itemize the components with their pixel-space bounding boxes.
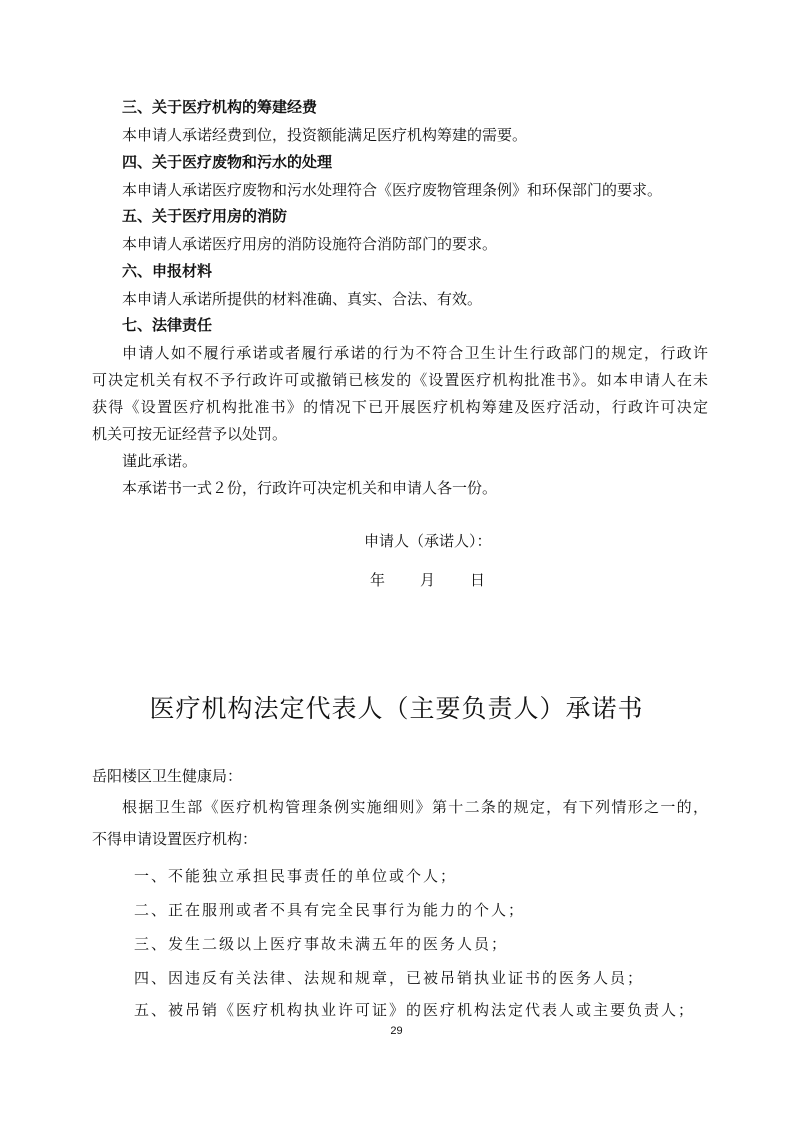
section-body-funding: 本申请人承诺经费到位，投资额能满足医疗机构筹建的需要。 bbox=[122, 126, 528, 144]
legal-paragraph-line-4: 机关可按无证经营予以处罚。 bbox=[92, 425, 288, 443]
document-title: 医疗机构法定代表人（主要负责人）承诺书 bbox=[149, 694, 644, 723]
section-heading-funding: 三、关于医疗机构的筹建经费 bbox=[122, 98, 318, 116]
page-number: 29 bbox=[390, 1025, 403, 1037]
date-year: 年 bbox=[370, 571, 386, 589]
section-heading-materials: 六、申报材料 bbox=[122, 262, 213, 280]
legal-paragraph-line-3: 获得《设置医疗机构批准书》的情况下已开展医疗机构筹建及医疗活动，行政许可决定 bbox=[92, 398, 708, 416]
closing-text: 谨此承诺。 bbox=[122, 452, 198, 470]
list-item: 一、不能独立承担民事责任的单位或个人； bbox=[134, 867, 458, 885]
section-heading-fire: 五、关于医疗用房的消防 bbox=[122, 207, 288, 225]
section-heading-waste: 四、关于医疗废物和污水的处理 bbox=[122, 153, 333, 171]
section-body-fire: 本申请人承诺医疗用房的消防设施符合消防部门的要求。 bbox=[122, 235, 498, 253]
list-item: 四、因违反有关法律、法规和规章，已被吊销执业证书的医务人员； bbox=[134, 969, 645, 987]
section-body-waste: 本申请人承诺医疗废物和污水处理符合《医疗废物管理条例》和环保部门的要求。 bbox=[122, 181, 663, 199]
list-item: 三、发生二级以上医疗事故未满五年的医务人员； bbox=[134, 935, 509, 953]
date-month: 月 bbox=[420, 571, 436, 589]
list-item: 五、被吊销《医疗机构执业许可证》的医疗机构法定代表人或主要负责人； bbox=[134, 1001, 696, 1019]
legal-paragraph-line-1: 申请人如不履行承诺或者履行承诺的行为不符合卫生计生行政部门的规定，行政许 bbox=[122, 344, 708, 362]
list-item: 二、正在服刑或者不具有完全民事行为能力的个人； bbox=[134, 901, 526, 919]
copies-text: 本承诺书一式２份，行政许可决定机关和申请人各一份。 bbox=[122, 479, 498, 497]
intro-line-2: 不得申请设置医疗机构： bbox=[92, 830, 258, 848]
intro-line-1: 根据卫生部《医疗机构管理条例实施细则》第十二条的规定，有下列情形之一的， bbox=[122, 798, 708, 816]
addressee: 岳阳楼区卫生健康局： bbox=[92, 767, 243, 785]
section-body-materials: 本申请人承诺所提供的材料准确、真实、合法、有效。 bbox=[122, 290, 483, 308]
date-day: 日 bbox=[470, 571, 486, 589]
legal-paragraph-line-2: 可决定机关有权不予行政许可或撤销已核发的《设置医疗机构批准书》。如本申请人在未 bbox=[92, 371, 708, 389]
section-heading-legal: 七、法律责任 bbox=[122, 316, 213, 334]
signature-label: 申请人（承诺人）： bbox=[364, 532, 492, 550]
